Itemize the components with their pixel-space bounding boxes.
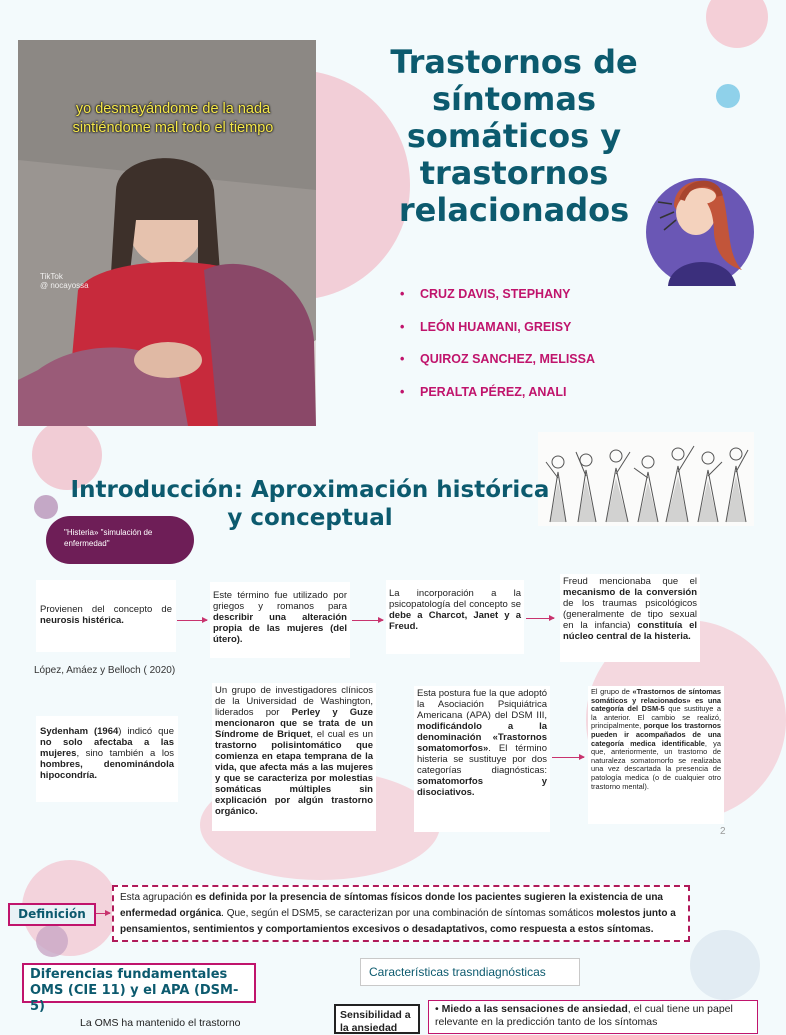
arrow-4 <box>552 757 584 758</box>
page-number: 2 <box>720 826 726 837</box>
slide2-title: Introducción: Aproximación histórica y conceptual <box>70 477 550 531</box>
transdiagnostic-title: Características trasndiagnósticas <box>360 958 580 986</box>
decor-circle-top-right <box>706 0 768 48</box>
concept-box-3: La incorporación a la psicopatología del concepto se debe a Charcot, Janet y a Freud. <box>386 580 524 654</box>
author-item: • CRUZ DAVIS, STEPHANY <box>400 287 571 301</box>
decor-circle-purple-bottom <box>36 925 68 957</box>
author-item: • QUIROZ SANCHEZ, MELISSA <box>400 352 596 366</box>
sensitivity-label: Sensibilidad a la ansiedad <box>334 1004 420 1034</box>
definition-box: Esta agrupación es definida por la presencia de síntomas físicos donde los pacientes sugieren la existencia de una enfermedad orgánica. Que, según el DSM5, se caracterizan por una combinación de síntomas somáticos molestos junto a pensamientos, sentimientos y comportamientos excesivos o desadaptativos, como respuesta a estos síntomas. <box>112 885 690 942</box>
fear-item: • Miedo a las sensaciones de ansiedad, el cual tiene un papel relevante en la predicción tanto de los síntomas <box>428 1000 758 1034</box>
oms-text: La OMS ha mantenido el trastorno <box>80 1017 241 1029</box>
concept-box-1: Provienen del concepto de neurosis histérica. <box>36 580 176 652</box>
arrow-3 <box>526 618 554 619</box>
definition-arrow <box>96 913 110 914</box>
decor-circle-blue-small <box>716 84 740 108</box>
histeria-cloud: "Histeria» "simulación de enfermedad" <box>46 516 194 564</box>
authors-list <box>400 286 650 416</box>
arrow-2 <box>352 620 383 621</box>
concept-box-6: Un grupo de investigadores clínicos de la Universidad de Washington, liderados por Perley y Guze mencionaron que se trata de un Síndrome de Briquet, el cual es un trastorno polisintomático que comienza en etapa temprana de la vida, que afecta más a las mujeres y que se caracteriza por molestias somáticas múltiples sin explicación por algún trastorno orgánico. <box>212 683 376 831</box>
reference-citation: López, Amáez y Belloch ( 2020) <box>34 665 176 676</box>
photo-caption: yo desmayándome de la nada sintiéndome mal todo el tiempo <box>72 101 274 136</box>
tiktok-photo <box>18 40 316 426</box>
concept-box-5: Sydenham (1964) indicó que no solo afectaba a las mujeres, sino también a los hombres, denominándola hipocondría. <box>36 716 178 802</box>
concept-box-4: Freud mencionaba que el mecanismo de la conversión de los traumas psicológicos (generalmente de tipo sexual en la infancia) constituía el núcleo central de la histeria. <box>560 574 700 662</box>
concept-box-7: Esta postura fue la que adoptó la Asociación Psiquiátrica Americana (APA) del DSM III, modificándolo a la denominación «Trastornos somatomorfos». El término histeria se sustituye por dos categorías diagnósticas: somatomorfos y disociativos. <box>414 686 550 832</box>
author-item: • LEÓN HUAMANI, GREISY <box>400 319 572 334</box>
concept-box-2: Este término fue utilizado por griegos y romanos para describir una alteración propia de las mujeres (del útero). <box>210 582 350 658</box>
headache-woman-illustration <box>630 160 760 286</box>
historical-dancers-sketch <box>538 432 754 526</box>
decor-circle-purple-small <box>34 495 58 519</box>
tiktok-watermark: TikTok @ nocayossa <box>40 272 89 290</box>
differences-title: Diferencias fundamentales OMS (CIE 11) y el APA (DSM-5) <box>22 963 256 1003</box>
concept-box-8: El grupo de «Trastornos de síntomas somáticos y relacionados» es una categoría del DSM-5 que sustituye a la anterior. El cambio se realizó, principalmente, porque los trastornos pueden ir acompañados de una categoría medica identificable, ya que, anteriormente, un trastorno de naturaleza somatomorfo se realizaba una vez descartada la presencia de patología medica (o de cualquier otro trastorno mental). <box>588 686 724 824</box>
author-item: • PERALTA PÉREZ, ANALI <box>400 384 567 399</box>
arrow-1 <box>177 620 207 621</box>
decor-circle-blue-right <box>690 930 760 1000</box>
definition-label: Definición <box>8 903 96 926</box>
slide1-title: Trastornos de síntomas somáticos y trastornos relacionados <box>390 43 638 229</box>
